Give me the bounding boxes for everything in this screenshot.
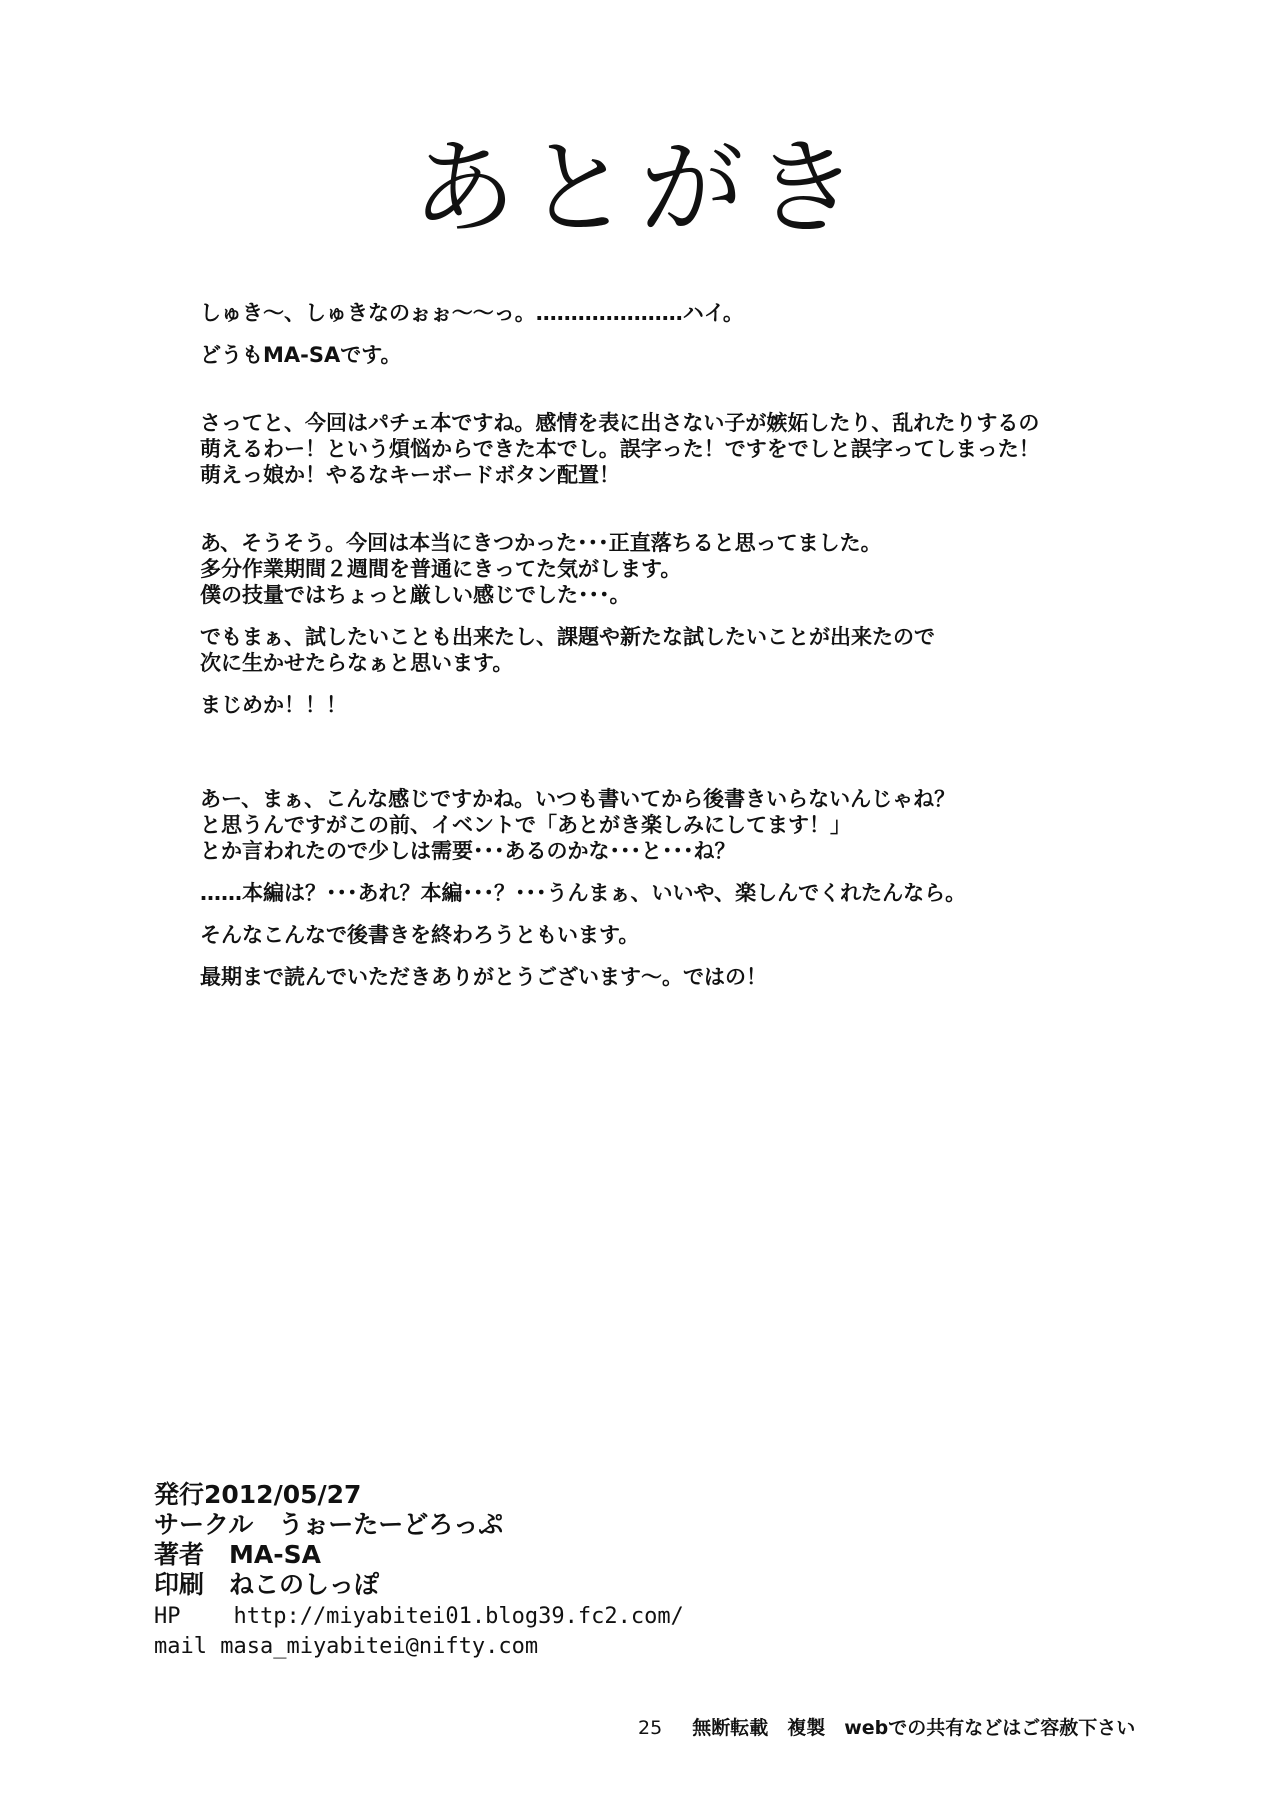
reprint-notice: 無断転載 複製 webでの共有などはご容赦下さい [692, 1717, 1136, 1739]
afterword-line: さってと、今回はパチェ本ですね。感情を表に出さない子が嫉妬したり、乱れたりするの [200, 411, 1040, 435]
afterword-line: 次に生かせたらなぁと思います。 [200, 651, 514, 675]
afterword-line: 最期まで読んでいただきありがとうございます〜。ではの！ [200, 965, 767, 989]
afterword-line: ……本編は？･･･あれ？本編･･･？･･･うんまぁ、いいや、楽しんでくれたんなら。 [200, 881, 967, 905]
afterword-body [200, 300, 1200, 990]
afterword-paragraph [200, 692, 1200, 718]
page-number: 25 [638, 1717, 663, 1739]
afterword-line: あー、まぁ、こんな感じですかね。いつも書いてから後書きいらないんじゃね？ [200, 787, 956, 811]
afterword-line: でもまぁ、試したいことも出来たし、課題や新たな試したいことが出来たので [200, 625, 935, 649]
afterword-paragraph [200, 964, 1200, 990]
afterword-line: 多分作業期間２週間を普通にきってた気がします。 [200, 557, 682, 581]
contact-info [154, 1602, 954, 1662]
colophon-printer: 印刷 ねこのしっぽ [154, 1570, 380, 1599]
afterword-line: あ、そうそう。今回は本当にきつかった･･･正直落ちると思ってました。 [200, 531, 882, 555]
afterword-line: と思うんですがこの前、イベントで「あとがき楽しみにしてます！」 [200, 813, 851, 837]
page-title: あとがき [411, 127, 868, 249]
afterword-paragraph [200, 786, 1200, 864]
colophon-issued-date: 発行2012/05/27 [154, 1480, 362, 1509]
homepage-url: HP http://miyabitei01.blog39.fc2.com/ [154, 1604, 684, 1629]
afterword-line: 僕の技量ではちょっと厳しい感じでした･･･。 [200, 583, 631, 607]
afterword-paragraph [200, 624, 1200, 676]
afterword-paragraph [200, 922, 1200, 948]
afterword-paragraph [200, 410, 1200, 488]
colophon-circle: サークル うぉーたーどろっぷ [154, 1510, 504, 1539]
afterword-paragraph [200, 530, 1200, 608]
afterword-paragraph [200, 880, 1200, 906]
mail-address: mail masa_miyabitei@nifty.com [154, 1634, 539, 1659]
afterword-line: 萌えっ娘か！やるなキーボードボタン配置！ [200, 463, 620, 487]
afterword-line: 萌えるわー！という煩悩からできた本でし。誤字った！ですをでしと誤字ってしまった！ [200, 437, 1040, 461]
afterword-line: まじめか！！！ [200, 693, 347, 717]
afterword-line: とか言われたので少しは需要･･･あるのかな･･･と･･･ね？ [200, 839, 736, 863]
afterword-line: そんなこんなで後書きを終わろうともいます。 [200, 923, 640, 947]
colophon [154, 1480, 854, 1600]
afterword-paragraph [200, 300, 1200, 326]
afterword-line: どうもMA-SAです。 [200, 343, 402, 367]
page-footer [638, 1716, 1135, 1740]
afterword-line: しゅき〜、しゅきなのぉぉ〜〜っ。…………………ハイ。 [200, 301, 744, 325]
afterword-paragraph [200, 342, 1200, 368]
colophon-author: 著者 MA-SA [154, 1540, 321, 1569]
